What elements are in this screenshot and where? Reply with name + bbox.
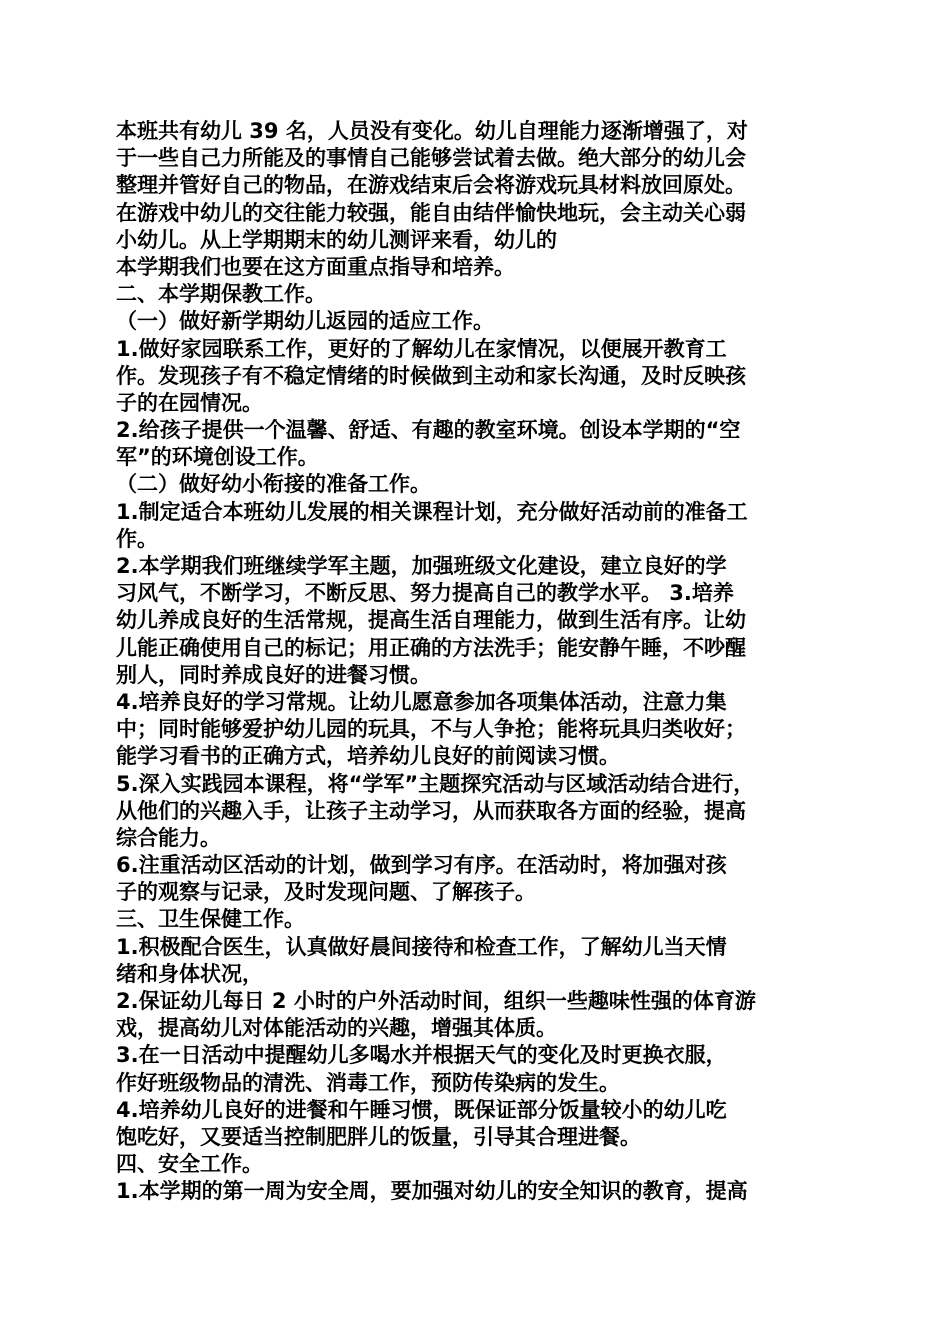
text-line: 本学期我们也要在这方面重点指导和培养。: [116, 254, 515, 279]
text-line: 别人，同时养成良好的进餐习惯。: [116, 662, 431, 687]
text-line: 军”的环境创设工作。: [116, 445, 319, 470]
text-line: 习风气，不断学习，不断反思、努力提高自己的教学水平。 3.培养: [116, 581, 734, 606]
text-line: 1.制定适合本班幼儿发展的相关课程计划，充分做好活动前的准备工: [116, 499, 748, 524]
text-line: 戏，提高幼儿对体能活动的兴趣，增强其体质。: [116, 1016, 557, 1041]
text-line: 作。发现孩子有不稳定情绪的时候做到主动和家长沟通，及时反映孩: [116, 363, 746, 388]
text-line: 3.在一日活动中提醒幼儿多喝水并根据天气的变化及时更换衣服，: [116, 1043, 727, 1068]
text-line: 在游戏中幼儿的交往能力较强，能自由结伴愉快地玩，会主动关心弱: [116, 200, 746, 225]
text-line: 本班共有幼儿 39 名，人员没有变化。幼儿自理能力逐渐增强了，对: [116, 119, 748, 143]
text-line: 5.深入实践园本课程，将“学军”主题探究活动与区域活动结合进行，: [116, 771, 755, 796]
text-line: 作。: [116, 526, 158, 551]
text-line: 综合能力。: [116, 825, 221, 850]
section-heading: 二、本学期保教工作。: [116, 282, 326, 307]
text-line: 整理并管好自己的物品，在游戏结束后会将游戏玩具材料放回原处。: [116, 173, 746, 198]
text-line: 能学习看书的正确方式，培养幼儿良好的前阅读习惯。: [116, 744, 620, 769]
section-heading: 四、安全工作。: [116, 1152, 263, 1177]
text-line: 绪和身体状况，: [116, 961, 263, 986]
text-line: 2.本学期我们班继续学军主题，加强班级文化建设，建立良好的学: [116, 554, 727, 578]
text-line: 子的在园情况。: [116, 390, 263, 415]
text-line: 作好班级物品的清洗、消毒工作，预防传染病的发生。: [116, 1070, 620, 1095]
text-line: 从他们的兴趣入手，让孩子主动学习，从而获取各方面的经验，提高: [116, 798, 746, 823]
text-line: 子的观察与记录，及时发现问题、了解孩子。: [116, 880, 536, 905]
text-line: 2.给孩子提供一个温馨、舒适、有趣的教室环境。创设本学期的“空: [116, 418, 741, 443]
text-line: 饱吃好，又要适当控制肥胖儿的饭量，引导其合理进餐。: [116, 1124, 641, 1149]
text-line: 小幼儿。从上学期期末的幼儿测评来看，幼儿的: [116, 227, 557, 252]
text-line: 1.做好家园联系工作，更好的了解幼儿在家情况，以便展开教育工: [116, 336, 727, 361]
text-line: 4.培养良好的学习常规。让幼儿愿意参加各项集体活动，注意力集: [116, 689, 727, 714]
text-line: 4.培养幼儿良好的进餐和午睡习惯，既保证部分饭量较小的幼儿吃: [116, 1097, 727, 1122]
text-line: 儿能正确使用自己的标记；用正确的方法洗手；能安静午睡，不吵醒: [116, 635, 746, 660]
section-heading: 三、卫生保健工作。: [116, 907, 305, 932]
text-line: 1.本学期的第一周为安全周，要加强对幼儿的安全知识的教育，提高: [116, 1179, 748, 1204]
text-line: 于一些自己力所能及的事情自己能够尝试着去做。绝大部分的幼儿会: [116, 146, 746, 171]
text-line: 幼儿养成良好的生活常规，提高生活自理能力，做到生活有序。让幼: [116, 608, 746, 633]
subsection-heading: （一）做好新学期幼儿返园的适应工作。: [116, 309, 494, 334]
text-line: 6.注重活动区活动的计划，做到学习有序。在活动时，将加强对孩: [116, 853, 727, 878]
text-line: 1.积极配合医生，认真做好晨间接待和检查工作，了解幼儿当天情: [116, 934, 727, 959]
text-line: 中；同时能够爱护幼儿园的玩具，不与人争抢；能将玩具归类收好；: [116, 717, 746, 742]
text-line: 2.保证幼儿每日 2 小时的户外活动时间，组织一些趣味性强的体育游: [116, 989, 756, 1013]
document-body: [116, 118, 836, 1206]
subsection-heading: （二）做好幼小衔接的准备工作。: [116, 472, 431, 497]
